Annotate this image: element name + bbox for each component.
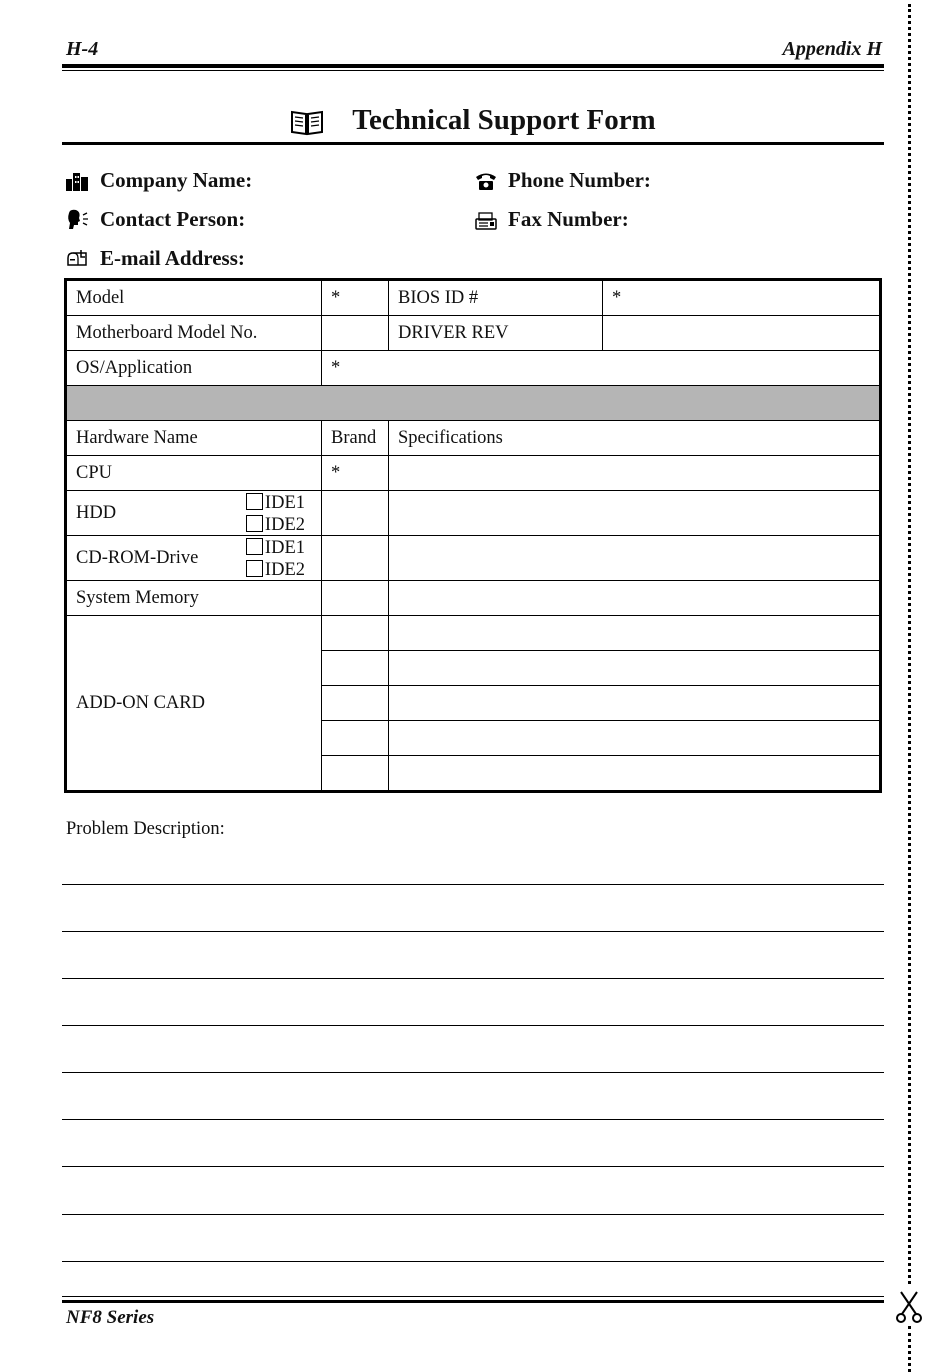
fax-number-label: Fax Number:: [508, 207, 629, 231]
footer-rule: [62, 1300, 884, 1303]
add-on-card-specifications[interactable]: [389, 721, 881, 756]
cpu-label: CPU: [66, 456, 322, 491]
hdd-ide1-label: IDE1: [264, 493, 305, 513]
header-rule-thin: [62, 70, 884, 71]
contact-person-label: Contact Person:: [100, 207, 246, 231]
add-on-card-specifications[interactable]: [389, 616, 881, 651]
cdrom-ide2-checkbox[interactable]: [246, 560, 263, 577]
hdd-label: HDD: [76, 502, 117, 523]
buildings-icon: [65, 170, 89, 192]
system-info-table: [64, 278, 882, 793]
cdrom-brand[interactable]: [322, 536, 389, 581]
driver-rev-label: DRIVER REV: [389, 316, 603, 351]
add-on-card-brand[interactable]: [322, 651, 389, 686]
hdd-brand[interactable]: [322, 491, 389, 536]
company-name-label: Company Name:: [100, 168, 253, 192]
problem-line[interactable]: [62, 1072, 884, 1073]
hdd-ide2-label: IDE2: [264, 515, 305, 535]
motherboard-model-value[interactable]: [322, 316, 389, 351]
problem-line[interactable]: [62, 884, 884, 885]
telephone-icon: [474, 170, 498, 192]
cdrom-ide1-checkbox[interactable]: [246, 538, 263, 555]
os-application-value[interactable]: *: [322, 351, 881, 386]
section-title: Appendix H: [782, 38, 882, 60]
cut-line: [908, 4, 911, 1284]
add-on-card-brand[interactable]: [322, 686, 389, 721]
add-on-card-specifications[interactable]: [389, 686, 881, 721]
add-on-card-brand[interactable]: [322, 616, 389, 651]
section-divider: [66, 386, 881, 421]
cdrom-ide1-label: IDE1: [264, 538, 305, 558]
header-rule: [62, 64, 884, 68]
add-on-card-brand[interactable]: [322, 756, 389, 792]
driver-rev-value[interactable]: [603, 316, 881, 351]
title-rule: [62, 142, 884, 145]
problem-line[interactable]: [62, 978, 884, 979]
hdd-specifications[interactable]: [389, 491, 881, 536]
specifications-header: Specifications: [389, 421, 881, 456]
os-application-label: OS/Application: [66, 351, 322, 386]
footer-series: NF8 Series: [66, 1307, 155, 1328]
problem-description-label: Problem Description:: [66, 819, 225, 839]
cdrom-cell: [66, 536, 322, 581]
add-on-card-label: ADD-ON CARD: [66, 616, 322, 792]
add-on-card-specifications[interactable]: [389, 651, 881, 686]
hdd-ide1-checkbox[interactable]: [246, 493, 263, 510]
model-label: Model: [66, 280, 322, 316]
problem-line[interactable]: [62, 1166, 884, 1167]
cut-line: [908, 1326, 911, 1372]
add-on-card-brand[interactable]: [322, 721, 389, 756]
footer-rule-thin: [62, 1296, 884, 1297]
form-title: Technical Support Form: [352, 104, 656, 136]
cpu-specifications[interactable]: [389, 456, 881, 491]
fax-machine-icon: [474, 210, 498, 232]
email-address-label: E-mail Address:: [100, 246, 245, 270]
add-on-card-specifications[interactable]: [389, 756, 881, 792]
cdrom-specifications[interactable]: [389, 536, 881, 581]
model-value[interactable]: *: [322, 280, 389, 316]
brand-header: Brand: [322, 421, 389, 456]
hdd-ide2-checkbox[interactable]: [246, 515, 263, 532]
problem-line[interactable]: [62, 931, 884, 932]
hdd-cell: [66, 491, 322, 536]
problem-line[interactable]: [62, 1214, 884, 1215]
hardware-name-header: Hardware Name: [66, 421, 322, 456]
system-memory-label: System Memory: [66, 581, 322, 616]
problem-line[interactable]: [62, 1025, 884, 1026]
bios-id-label: BIOS ID #: [389, 280, 603, 316]
problem-line[interactable]: [62, 1261, 884, 1262]
cpu-brand[interactable]: *: [322, 456, 389, 491]
system-memory-brand[interactable]: [322, 581, 389, 616]
mailbox-icon: [66, 248, 90, 270]
problem-line[interactable]: [62, 1119, 884, 1120]
bios-id-value[interactable]: *: [603, 280, 881, 316]
speaking-person-icon: [66, 209, 90, 231]
system-memory-specifications[interactable]: [389, 581, 881, 616]
cdrom-label: CD-ROM-Drive: [76, 547, 199, 568]
cdrom-ide2-label: IDE2: [264, 560, 305, 580]
scissors-icon: [896, 1290, 922, 1324]
phone-number-label: Phone Number:: [508, 168, 651, 192]
page-number: H-4: [66, 38, 99, 60]
motherboard-model-label: Motherboard Model No.: [66, 316, 322, 351]
